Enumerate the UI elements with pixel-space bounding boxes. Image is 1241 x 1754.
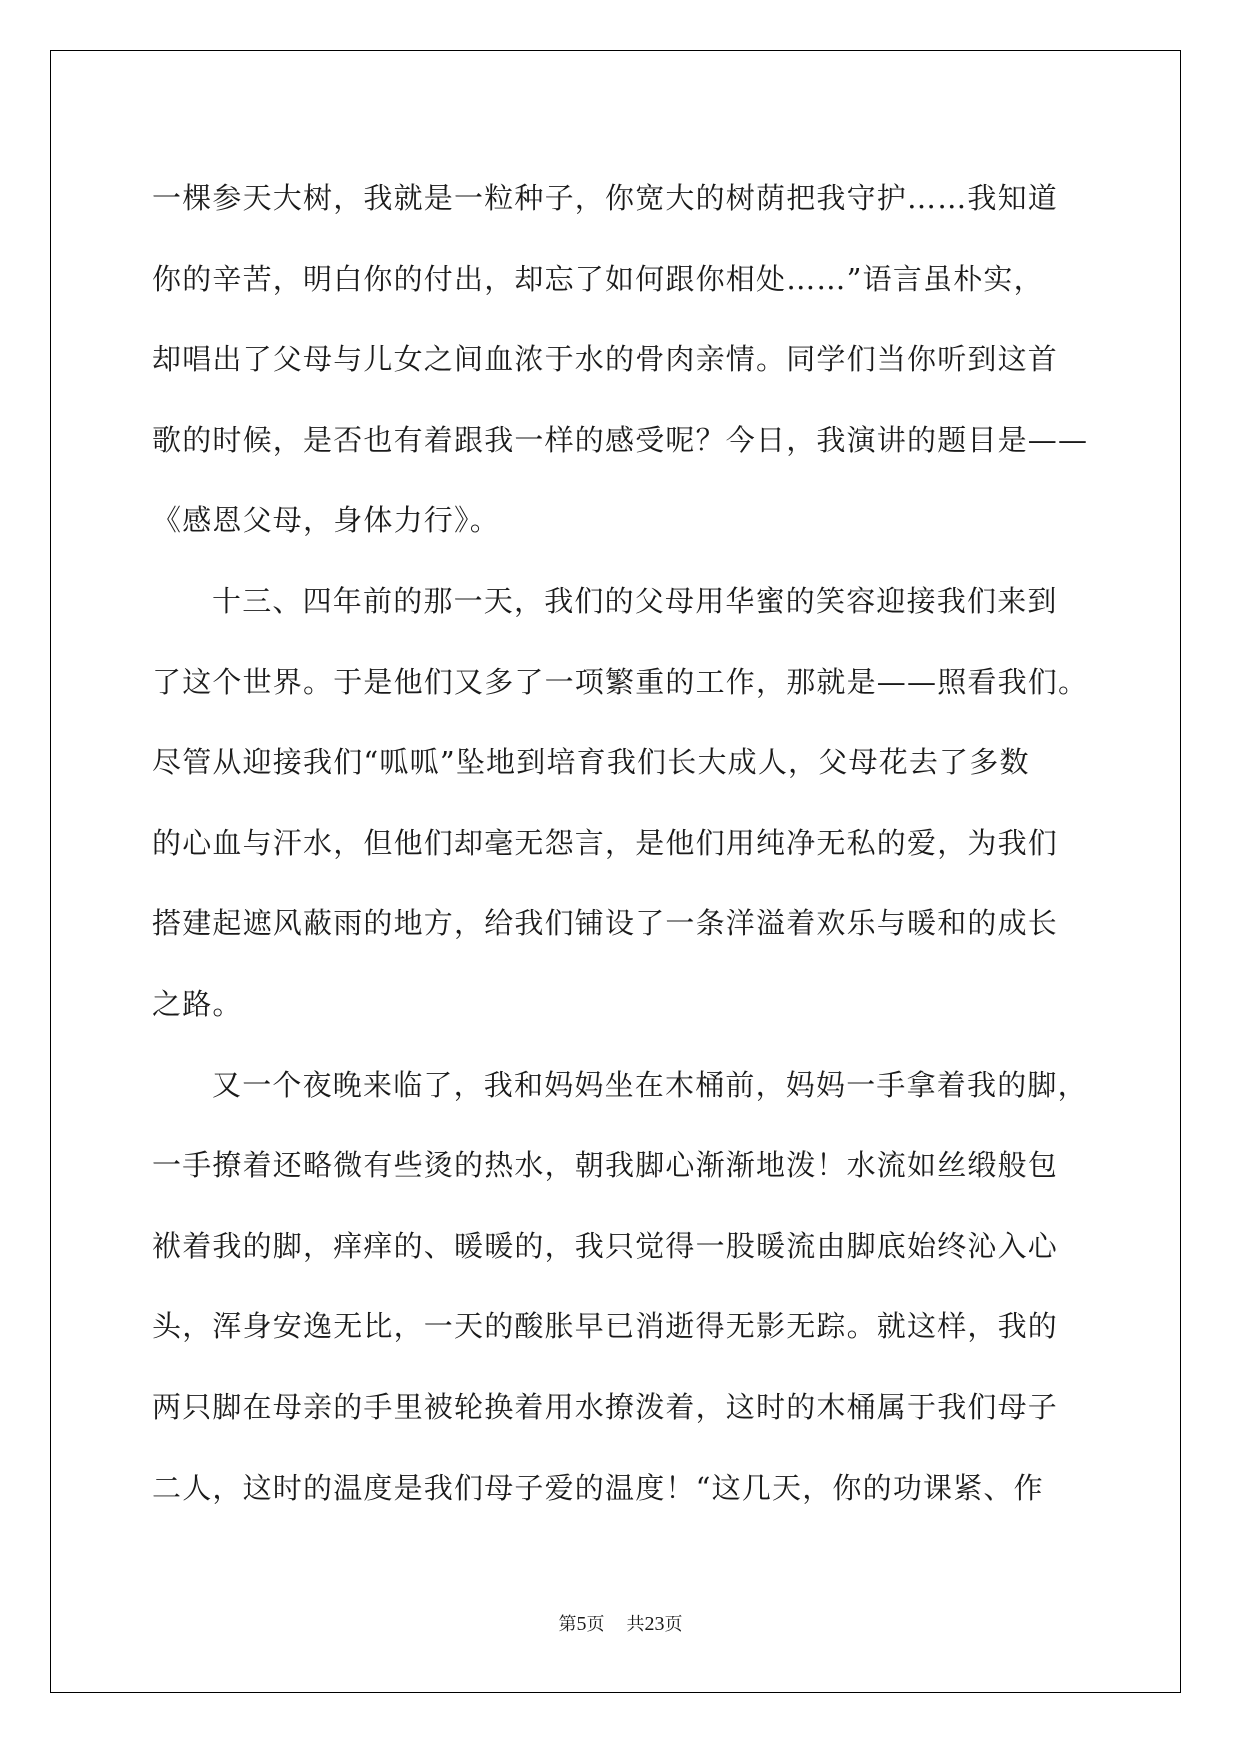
text-line: 你的辛苦，明白你的付出，却忘了如何跟你相处……”语言虽朴实，: [152, 261, 1044, 296]
text-line: 却唱出了父母与儿女之间血浓于水的骨肉亲情。同学们当你听到这首: [152, 342, 1059, 377]
text-line: 之路。: [152, 986, 243, 1021]
text-line: 头，浑身安逸无比，一天的酸胀早已消逝得无影无踪。就这样，我的: [152, 1309, 1059, 1344]
text-line: 尽管从迎接我们“呱呱”坠地到培育我们长大成人，父母花去了多数: [152, 745, 1030, 780]
page-suffix: 页: [586, 1614, 605, 1635]
text-line: 搭建起遮风蔽雨的地方，给我们铺设了一条洋溢着欢乐与暖和的成长: [152, 906, 1059, 941]
text-line: 歌的时候，是否也有着跟我一样的感受呢？今日，我演讲的题目是——: [152, 422, 1089, 457]
paragraph-start-line: 又一个夜晚来临了，我和妈妈坐在木桶前，妈妈一手拿着我的脚，: [212, 1067, 1088, 1102]
document-body: [152, 158, 1112, 1528]
text-line: 了这个世界。于是他们又多了一项繁重的工作，那就是——照看我们。: [152, 664, 1089, 699]
text-line: 一手撩着还略微有些烫的热水，朝我脚心渐渐地泼！水流如丝缎般包: [152, 1148, 1059, 1183]
text-line: 袱着我的脚，痒痒的、暖暖的，我只觉得一股暖流由脚底始终沁入心: [152, 1228, 1059, 1263]
text-line: 的心血与汗水，但他们却毫无怨言，是他们用纯净无私的爱，为我们: [152, 825, 1059, 860]
total-prefix: 共: [626, 1614, 645, 1635]
page-footer: [0, 1610, 1241, 1636]
page-number: 5: [576, 1613, 587, 1635]
text-line: 《感恩父母，身体力行》。: [152, 503, 500, 538]
text-line: 一棵参天大树，我就是一粒种子，你宽大的树荫把我守护……我知道: [152, 181, 1059, 215]
total-suffix: 页: [664, 1614, 683, 1635]
text-line: 二人，这时的温度是我们母子爱的温度！“这几天，你的功课紧、作: [152, 1470, 1044, 1505]
page-prefix: 第: [558, 1614, 577, 1635]
text-line: 两只脚在母亲的手里被轮换着用水撩泼着，这时的木桶属于我们母子: [152, 1389, 1059, 1424]
paragraph-start-line: 十三、四年前的那一天，我们的父母用华蜜的笑容迎接我们来到: [212, 583, 1058, 618]
total-pages: 23: [644, 1613, 665, 1635]
